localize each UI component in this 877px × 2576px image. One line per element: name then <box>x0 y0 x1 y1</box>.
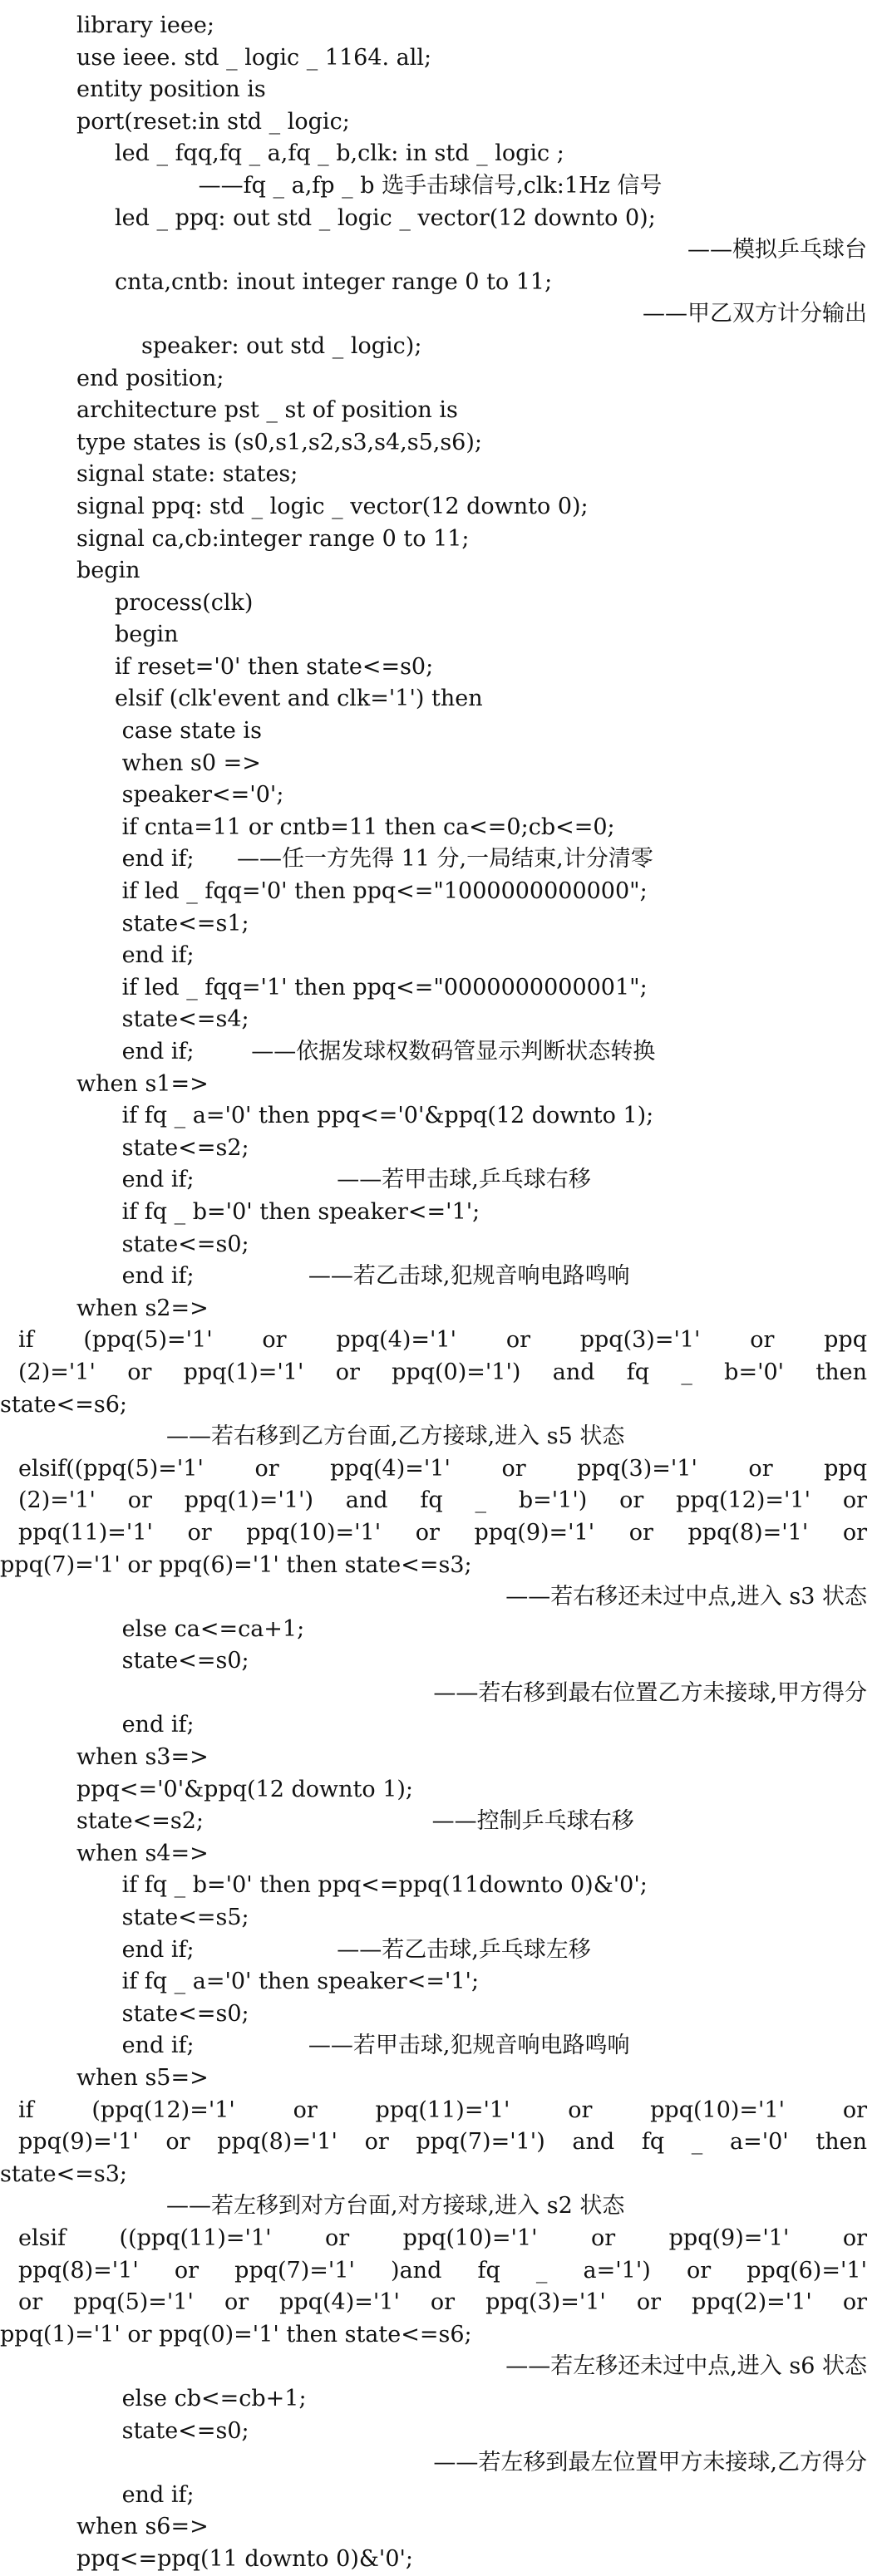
code-line-text: type states is (s0,s1,s2,s3,s4,s5,s6); <box>76 429 482 455</box>
code-line <box>0 1036 877 1069</box>
code-line-text: ppq(1)='1' or ppq(0)='1' then state<=s6; <box>0 2321 472 2347</box>
code-line-text: speaker<='0'; <box>115 782 284 809</box>
code-line-text: ppq(11)='1' or ppq(10)='1' or ppq(9)='1' or ppq(8)='1' or <box>18 1519 867 1546</box>
code-line <box>0 1133 877 1165</box>
code-line-text: cnta,cntb: inout integer range 0 to 11; <box>115 268 553 295</box>
code-line <box>0 1709 877 1742</box>
code-line <box>0 2190 877 2223</box>
code-line-text: signal ca,cb:integer range 0 to 11; <box>76 525 470 552</box>
code-line-text: end if; ——若甲击球,犯规音响电路鸣响 <box>115 2033 630 2059</box>
code-line-text: state<=s0; <box>115 2417 249 2444</box>
code-line-text: state<=s1; <box>115 910 249 937</box>
code-line <box>0 2511 877 2544</box>
code-line-text: end if; ——若甲击球,乒乓球右移 <box>115 1167 591 1193</box>
code-line <box>0 2416 877 2448</box>
code-line-text: end if; ——任一方先得 11 分,一局结束,计分清零 <box>115 846 653 873</box>
code-line-text: use ieee. std _ logic _ 1164. all; <box>76 44 432 71</box>
code-line-text: process(clk) <box>115 589 254 616</box>
code-line-text: if cnta=11 or cntb=11 then ca<=0;cb<=0; <box>115 814 615 840</box>
code-line-text: end if; <box>115 942 195 969</box>
code-line <box>0 1581 877 1614</box>
code-line-text: ——若右移到最右位置乙方未接球,甲方得分 <box>433 1679 867 1706</box>
code-line <box>0 1934 877 1967</box>
code-line <box>0 1614 877 1646</box>
code-line <box>0 1069 877 1101</box>
code-line <box>0 940 877 972</box>
code-line-text: else ca<=ca+1; <box>115 1615 305 1642</box>
code-line <box>0 908 877 941</box>
code-line <box>0 331 877 363</box>
code-line-text: state<=s3; <box>0 2161 128 2187</box>
code-line-text: begin <box>76 558 140 584</box>
code-line <box>0 683 877 715</box>
code-line <box>0 1004 877 1036</box>
code-line-text: if fq _ a='0' then ppq<='0'&ppq(12 downto 1); <box>115 1103 654 1129</box>
code-line <box>0 812 877 844</box>
code-line-text: else cb<=cb+1; <box>115 2385 307 2411</box>
code-line-text: if reset='0' then state<=s0; <box>115 653 434 680</box>
code-line-text: led _ ppq: out std _ logic _ vector(12 downto 0); <box>115 204 656 231</box>
code-line <box>0 427 877 460</box>
code-line <box>0 1998 877 2031</box>
code-line-text: library ieee; <box>76 12 214 38</box>
code-line <box>0 234 877 267</box>
code-line <box>0 972 877 1005</box>
code-line-text: ——模拟乒乓球台 <box>687 237 867 263</box>
code-line-text: port(reset:in std _ logic; <box>76 108 350 135</box>
code-line <box>0 2062 877 2095</box>
code-line <box>0 1645 877 1678</box>
code-line <box>0 1870 877 1902</box>
code-line-text: end if; ——若乙击球,乒乓球左移 <box>115 1936 591 1963</box>
code-line <box>0 1806 877 1838</box>
code-line-text: (2)='1' or ppq(1)='1' or ppq(0)='1') and fq _ b='0' then <box>18 1359 867 1385</box>
code-line <box>0 843 877 876</box>
code-line-text: ——甲乙双方计分输出 <box>643 301 867 327</box>
code-line-text: ——若左移到对方台面,对方接球,进入 s2 状态 <box>166 2193 625 2220</box>
code-line-text: if fq _ a='0' then speaker<='1'; <box>115 1969 480 1995</box>
code-line <box>0 1357 877 1389</box>
code-line-text: if led _ fqq='0' then ppq<="1000000000000"; <box>115 878 648 905</box>
code-line <box>0 2126 877 2159</box>
code-line <box>0 1164 877 1197</box>
code-line-text: led _ fqq,fq _ a,fq _ b,clk: in std _ logic ; <box>115 140 564 167</box>
code-line-text: state<=s2; <box>115 1134 249 1161</box>
code-line-text: if (ppq(5)='1' or ppq(4)='1' or ppq(3)='1' or ppq <box>18 1327 867 1354</box>
code-line <box>0 1421 877 1453</box>
code-line-text: entity position is <box>76 76 266 103</box>
code-line-text: elsif ((ppq(11)='1' or ppq(10)='1' or ppq(9)='1' or <box>18 2225 867 2251</box>
code-line-text: when s6=> <box>76 2514 209 2540</box>
code-line <box>0 1774 877 1807</box>
code-line-text: signal state: states; <box>76 461 298 488</box>
code-line-text: if (ppq(12)='1' or ppq(11)='1' or ppq(10)='1' or <box>18 2097 867 2123</box>
code-line-text: when s3=> <box>76 1744 209 1771</box>
code-line <box>0 2383 877 2416</box>
code-line-text: ppq(7)='1' or ppq(6)='1' then state<=s3; <box>0 1551 472 1578</box>
code-line <box>0 2447 877 2480</box>
code-line <box>0 10 877 42</box>
code-line <box>0 1453 877 1486</box>
code-line <box>0 2351 877 2383</box>
code-line-text: ——若左移到最左位置甲方未接球,乙方得分 <box>433 2450 867 2476</box>
code-line <box>0 106 877 139</box>
code-line <box>0 587 877 620</box>
code-line-text: begin <box>115 622 179 648</box>
code-line-text: state<=s0; <box>115 1648 249 1674</box>
code-line-text: end if; ——依据发球权数码管显示判断状态转换 <box>115 1039 656 1064</box>
code-line <box>0 395 877 427</box>
code-line-text: end position; <box>76 365 224 391</box>
code-line <box>0 1517 877 1550</box>
code-line <box>0 203 877 235</box>
code-line <box>0 1838 877 1871</box>
code-line <box>0 2319 877 2352</box>
code-line-text: ppq(8)='1' or ppq(7)='1' )and fq _ a='1') or ppq(6)='1' <box>18 2257 867 2283</box>
code-line <box>0 1293 877 1325</box>
code-line-text: when s0 => <box>115 750 261 776</box>
code-line-text: elsif((ppq(5)='1' or ppq(4)='1' or ppq(3)='1' or ppq <box>18 1455 867 1482</box>
code-line <box>0 715 877 748</box>
code-line-text: end if; <box>115 1712 195 1738</box>
code-line-text: state<=s5; <box>115 1905 249 1931</box>
code-line-text: or ppq(5)='1' or ppq(4)='1' or ppq(3)='1' or ppq(2)='1' or <box>18 2289 867 2316</box>
code-line <box>0 876 877 908</box>
code-line-text: end if; ——若乙击球,犯规音响电路鸣响 <box>115 1263 630 1290</box>
code-line <box>0 1485 877 1517</box>
code-line-text: state<=s2; ——控制乒乓球右移 <box>76 1808 634 1835</box>
code-line <box>0 2255 877 2288</box>
code-line <box>0 619 877 651</box>
code-line-text: when s1=> <box>76 1070 209 1097</box>
code-line <box>0 1678 877 1710</box>
code-line-text: ——若右移到乙方台面,乙方接球,进入 s5 状态 <box>166 1423 625 1450</box>
code-line <box>0 74 877 106</box>
code-line <box>0 524 877 556</box>
code-line <box>0 298 877 331</box>
code-line-text: when s5=> <box>76 2065 209 2091</box>
code-line <box>0 1100 877 1133</box>
code-line-text: if led _ fqq='1' then ppq<="0000000000001"; <box>115 974 648 1000</box>
code-line <box>0 1197 877 1229</box>
code-line-text: when s2=> <box>76 1295 209 1321</box>
code-line <box>0 1550 877 1582</box>
code-line <box>0 2223 877 2255</box>
code-line-text: state<=s6; <box>0 1391 128 1418</box>
code-line <box>0 1325 877 1357</box>
code-line-text: architecture pst _ st of position is <box>76 397 458 424</box>
code-line-text: signal ppq: std _ logic _ vector(12 downto 0); <box>76 493 589 519</box>
code-line-text: ppq<='0'&ppq(12 downto 1); <box>76 1776 414 1802</box>
code-line <box>0 170 877 203</box>
code-line <box>0 42 877 75</box>
code-line <box>0 555 877 587</box>
code-line-text: ppq(9)='1' or ppq(8)='1' or ppq(7)='1') and fq _ a='0' then <box>18 2129 867 2156</box>
code-line-text: case state is <box>115 718 262 745</box>
code-line <box>0 138 877 170</box>
code-line-text: if fq _ b='0' then speaker<='1'; <box>115 1198 480 1225</box>
code-line-text: speaker: out std _ logic); <box>141 332 422 359</box>
code-line-text: elsif (clk'event and clk='1') then <box>115 686 483 712</box>
code-line-text: (2)='1' or ppq(1)='1') and fq _ b='1') or ppq(12)='1' or <box>18 1487 867 1514</box>
code-line <box>0 1966 877 1998</box>
code-line <box>0 748 877 780</box>
code-line <box>0 779 877 812</box>
code-line-text: state<=s0; <box>115 1231 249 1257</box>
code-line <box>0 2030 877 2062</box>
code-line <box>0 363 877 396</box>
code-line <box>0 459 877 491</box>
code-line <box>0 2287 877 2319</box>
code-line <box>0 1902 877 1934</box>
code-line <box>0 267 877 299</box>
code-line-text: when s4=> <box>76 1840 209 1866</box>
code-line <box>0 2544 877 2576</box>
code-line-text: ppq<=ppq(11 downto 0)&'0'; <box>76 2545 414 2572</box>
code-line-text: ——若左移还未过中点,进入 s6 状态 <box>505 2353 867 2380</box>
code-line <box>0 1261 877 1293</box>
code-line-text: end if; <box>115 2481 195 2508</box>
code-line <box>0 651 877 684</box>
code-line <box>0 2480 877 2512</box>
code-line <box>0 2159 877 2191</box>
code-line <box>0 1389 877 1422</box>
code-line <box>0 2095 877 2127</box>
code-line-text: state<=s4; <box>115 1006 249 1033</box>
code-line-text: ——若右移还未过中点,进入 s3 状态 <box>505 1584 867 1610</box>
code-line-text: state<=s0; <box>115 2000 249 2027</box>
code-line <box>0 1742 877 1774</box>
code-line <box>0 1229 877 1261</box>
code-line-text: if fq _ b='0' then ppq<=ppq(11downto 0)&'0'; <box>115 1872 648 1899</box>
code-line-text: ——fq _ a,fp _ b 选手击球信号,clk:1Hz 信号 <box>141 172 663 199</box>
code-line <box>0 491 877 524</box>
